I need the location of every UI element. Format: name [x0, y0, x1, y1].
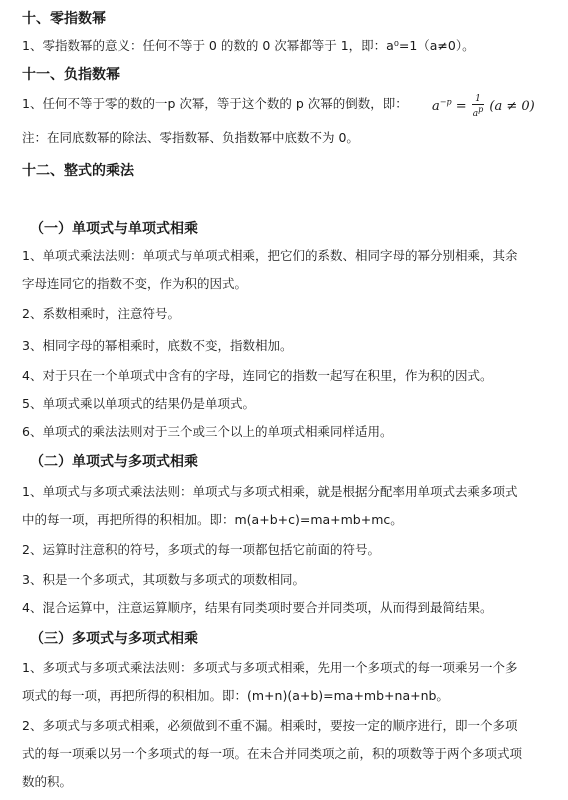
section-12-title: 十二、整式的乘法 [22, 163, 134, 179]
section-11-title: 十一、负指数幂 [22, 67, 120, 83]
subsection-1-title: （一）单项式与单项式相乘 [30, 221, 198, 237]
formula-eq: = [455, 99, 467, 114]
formula-den-exp: p [478, 105, 484, 114]
subsection-1-line-2: 2、系数相乘时，注意符号。 [22, 306, 180, 321]
subsection-1-line-4: 4、对于只在一个单项式中含有的字母，连同它的指数一起写在积里，作为积的因式。 [22, 368, 493, 383]
subsection-2-line-3: 3、积是一个多项式，其项数与多项式的项数相同。 [22, 572, 305, 587]
subsection-2-line-2: 2、运算时注意积的符号，多项式的每一项都包括它前面的符号。 [22, 542, 380, 557]
negative-exponent-formula [432, 94, 535, 119]
subsection-1-line-3: 3、相同字母的幂相乘时，底数不变，指数相加。 [22, 338, 293, 353]
subsection-2-line-1a: 1、单项式与多项式乘法法则：单项式与多项式相乘，就是根据分配率用单项式去乘多项式 [22, 484, 518, 499]
formula-numerator: 1 [472, 94, 485, 105]
section-10-para-1: 1、零指数幂的意义：任何不等于 0 的数的 0 次幂都等于 1，即：a⁰=1（a≠0）。 [22, 38, 475, 53]
subsection-1-line-1a: 1、单项式乘法法则：单项式与单项式相乘，把它们的系数、相同字母的幂分别相乘，其余 [22, 248, 518, 263]
subsection-1-line-5: 5、单项式乘以单项式的结果仍是单项式。 [22, 396, 255, 411]
formula-base: a [432, 99, 440, 114]
subsection-2-line-4: 4、混合运算中，注意运算顺序，结果有同类项时要合并同类项，从而得到最简结果。 [22, 600, 493, 615]
formula-denominator [472, 105, 485, 119]
formula-exp: −p [439, 97, 452, 107]
subsection-3-line-1b: 项式的每一项，再把所得的积相加。即：(m+n)(a+b)=ma+mb+na+nb。 [22, 688, 449, 703]
formula-den-base: a [472, 109, 479, 119]
subsection-2-line-1b: 中的每一项，再把所得的积相加。即：m(a+b+c)=ma+mb+mc。 [22, 512, 403, 527]
subsection-1-line-1b: 字母连同它的指数不变，作为积的因式。 [22, 276, 248, 291]
subsection-3-line-1a: 1、多项式与多项式乘法法则：多项式与多项式相乘，先用一个多项式的每一项乘另一个多 [22, 660, 518, 675]
section-11-note: 注：在同底数幂的除法、零指数幂、负指数幂中底数不为 0。 [22, 130, 359, 145]
formula-condition: (a ≠ 0) [489, 99, 535, 114]
subsection-3-line-2b: 式的每一项乘以另一个多项式的每一项。在未合并同类项之前，积的项数等于两个多项式项 [22, 746, 523, 761]
subsection-1-line-6: 6、单项式的乘法法则对于三个或三个以上的单项式相乘同样适用。 [22, 424, 393, 439]
subsection-3-line-2c: 数的积。 [22, 774, 73, 789]
section-11-para-1: 1、任何不等于零的数的一p 次幂，等于这个数的 p 次幂的倒数，即： [22, 96, 408, 111]
subsection-3-title: （三）多项式与多项式相乘 [30, 631, 198, 647]
section-10-title: 十、零指数幂 [22, 11, 106, 27]
subsection-2-title: （二）单项式与多项式相乘 [30, 454, 198, 470]
formula-fraction [472, 94, 485, 119]
subsection-3-line-2a: 2、多项式与多项式相乘，必须做到不重不漏。相乘时，要按一定的顺序进行，即一个多项 [22, 718, 518, 733]
